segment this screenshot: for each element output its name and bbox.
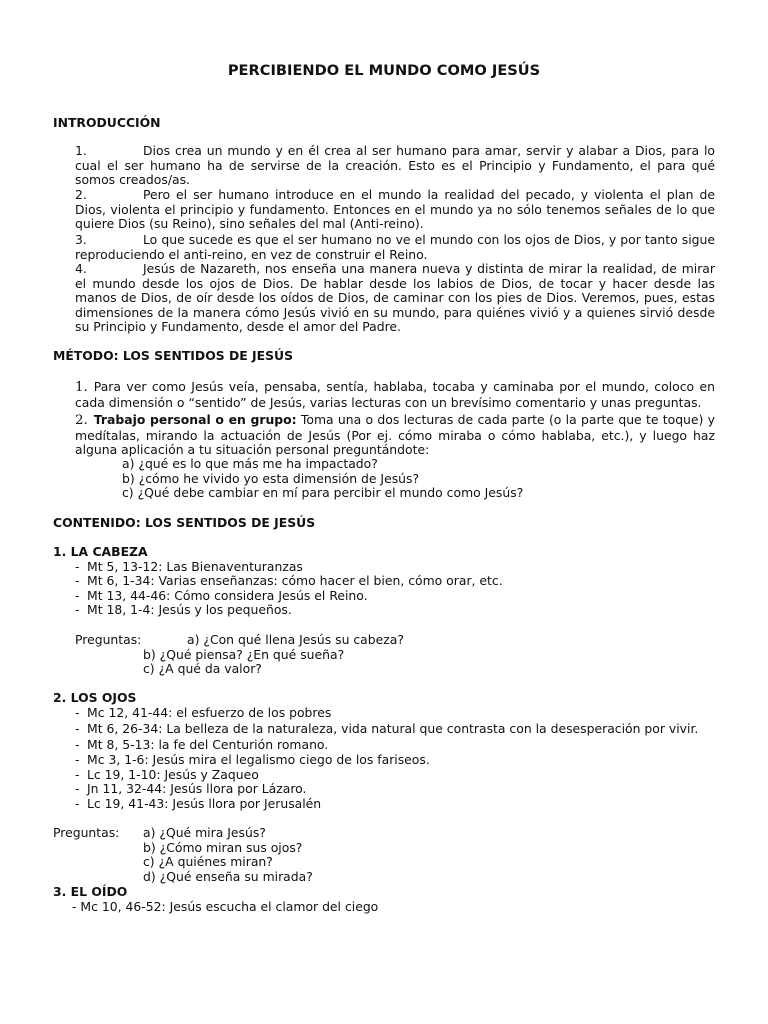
method-question-a: a) ¿qué es lo que más me ha impactado? [122,456,378,471]
oido-heading: 3. EL OÍDO [53,884,128,899]
intro-item-4 [75,262,715,335]
method-item-1 [75,380,715,410]
content-heading: CONTENIDO: LOS SENTIDOS DE JESÚS [53,515,316,530]
list-item: - Mt 6, 1-34: Varias enseñanzas: cómo hacer el bien, cómo orar, etc. [75,573,503,588]
method-item-1-num: 1. [75,380,88,395]
method-question-b: b) ¿cómo he vivido yo esta dimensión de Jesús? [122,471,420,486]
page-title: PERCIBIENDO EL MUNDO COMO JESÚS [227,62,541,79]
list-item: - Lc 19, 1-10: Jesús y Zaqueo [75,767,259,782]
cabeza-question-c: c) ¿A qué da valor? [143,661,262,676]
cabeza-heading: 1. LA CABEZA [53,544,148,559]
ojos-question-a: a) ¿Qué mira Jesús? [143,825,266,840]
intro-heading: INTRODUCCIÓN [53,115,161,130]
list-item: - Mt 18, 1-4: Jesús y los pequeños. [75,602,292,617]
intro-item-4-num: 4. [75,261,87,276]
intro-item-2 [75,188,715,232]
method-item-2 [75,413,715,458]
method-heading: MÉTODO: LOS SENTIDOS DE JESÚS [53,348,294,363]
method-item-2-num: 2. [75,413,88,428]
list-item: - Jn 11, 32-44: Jesús llora por Lázaro. [75,781,307,796]
intro-item-1 [75,144,715,188]
ojos-question-c: c) ¿A quiénes miran? [143,854,273,869]
method-item-2-bold: Trabajo personal o en grupo: [93,412,297,427]
intro-item-3-text: Lo que sucede es que el ser humano no ve el mundo con los ojos de Dios, y por tanto sigue reproduciendo el anti-reino, en vez de construir el Reino. [75,232,715,262]
intro-item-3 [75,233,715,262]
list-item: - Mc 10, 46-52: Jesús escucha el clamor del ciego [72,899,379,914]
ojos-question-b: b) ¿Cómo miran sus ojos? [143,840,303,855]
method-item-2-text: Toma una o dos lecturas de cada parte (o la parte que te toque) y medítalas, mirando la actuación de Jesús (Por ej. cómo miraba o cómo hablaba, etc.), y luego haz alguna aplicación a tu situación personal preguntándote: [75,412,716,458]
list-item: - Mt 8, 5-13: la fe del Centurión romano. [75,737,329,752]
cabeza-question-a: a) ¿Con qué llena Jesús su cabeza? [187,632,404,647]
list-item: - Lc 19, 41-43: Jesús llora por Jerusalén [75,796,322,811]
list-item: - Mc 12, 41-44: el esfuerzo de los pobres [75,705,332,720]
ojos-questions-label: Preguntas: [53,825,120,840]
intro-item-1-num: 1. [75,143,87,158]
cabeza-question-b: b) ¿Qué piensa? ¿En qué sueña? [143,647,345,662]
intro-item-1-text: Dios crea un mundo y en él crea al ser humano para amar, servir y alabar a Dios, para lo cual el ser humano ha de servirse de la creación. Esto es el Principio y Fundamento, el para qué somos creados/as. [75,143,715,188]
list-item: - Mt 13, 44-46: Cómo considera Jesús el Reino. [75,588,368,603]
method-item-1-text: Para ver como Jesús veía, pensaba, sentía, hablaba, tocaba y caminaba por el mundo, coloco en cada dimensión o “sentido” de Jesús, varias lecturas con un brevísimo comentario y unas preguntas. [75,379,715,410]
intro-item-2-text: Pero el ser humano introduce en el mundo la realidad del pecado, y violenta el plan de Dios, violenta el principio y fundamento. Entonces en el mundo ya no sólo tenemos señales de lo que quiere Dios (su Reino), sino señales del mal (Anti-reino). [75,187,715,232]
intro-item-2-num: 2. [75,187,87,202]
list-item: - Mc 3, 1-6: Jesús mira el legalismo ciego de los fariseos. [75,752,430,767]
list-item: - Mt 5, 13-12: Las Bienaventuranzas [75,559,303,574]
ojos-question-d: d) ¿Qué enseña su mirada? [143,869,313,884]
ojos-heading: 2. LOS OJOS [53,690,137,705]
cabeza-questions-label: Preguntas: [75,632,142,647]
intro-item-4-text: Jesús de Nazareth, nos enseña una manera nueva y distinta de mirar la realidad, de mirar el mundo desde los ojos de Dios. De hablar desde los labios de Dios, de tocar y hacer desde las manos de Dios, de oír desde los oídos de Dios, de caminar con los pies de Dios. Veremos, pues, estas dimensiones de la manera cómo Jesús vivió en su mundo, para quiénes vivió y a quienes sirvió desde su Principio y Fundamento, desde el amor del Padre. [75,261,715,335]
method-question-c: c) ¿Qué debe cambiar en mí para percibir el mundo como Jesús? [122,485,524,500]
intro-item-3-num: 3. [75,232,87,247]
list-item: - Mt 6, 26-34: La belleza de la naturaleza, vida natural que contrasta con la desesperación por vivir. [75,721,699,736]
